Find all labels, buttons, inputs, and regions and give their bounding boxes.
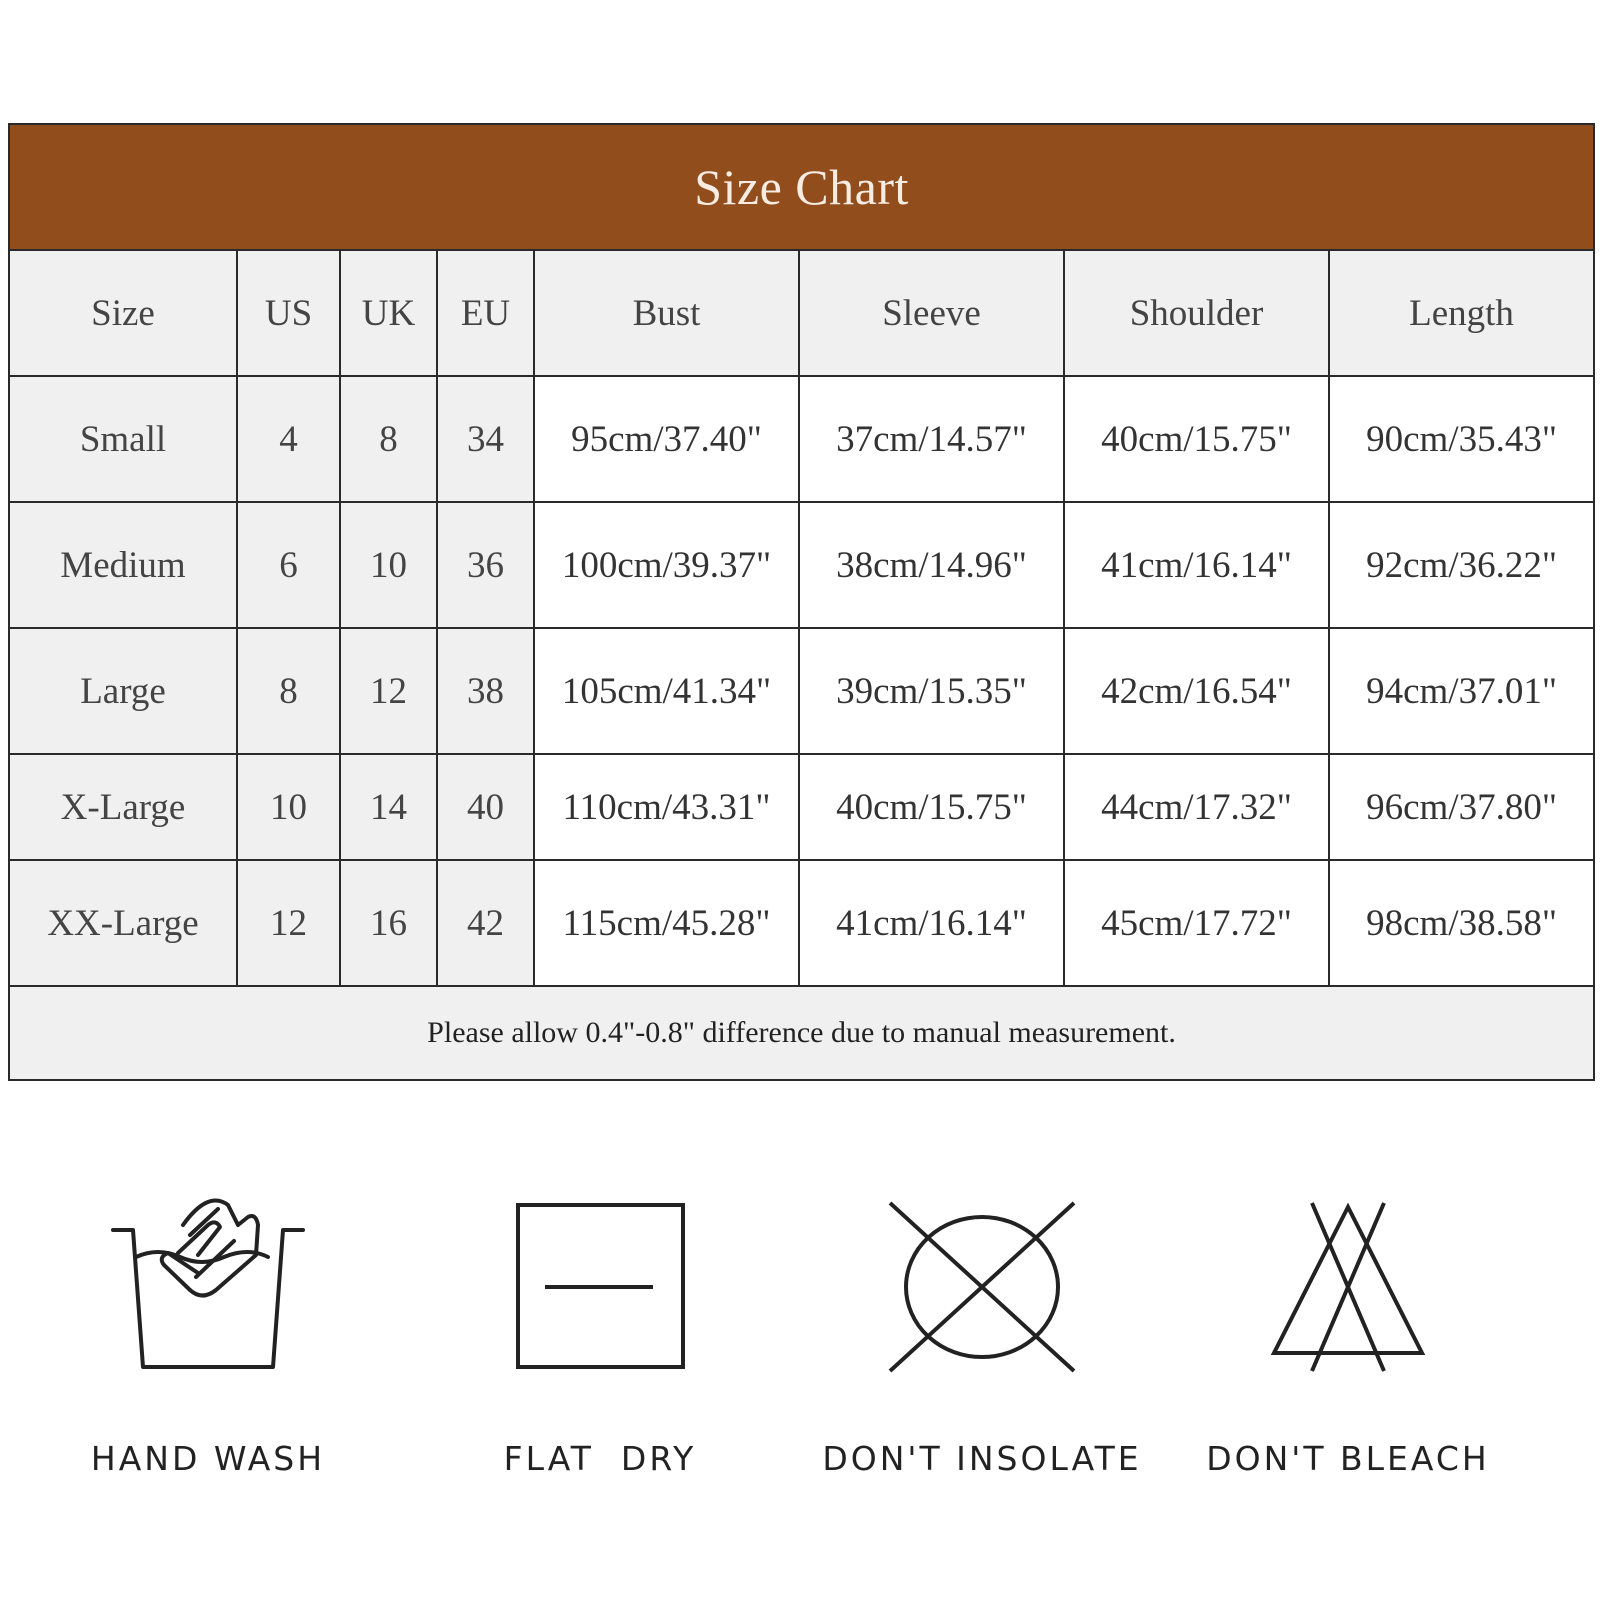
cell-eu: 42 — [437, 860, 534, 986]
cell-size: Medium — [9, 502, 237, 628]
header-length: Length — [1329, 250, 1594, 376]
cell-uk: 14 — [340, 754, 437, 860]
measurement-note: Please allow 0.4"-0.8" difference due to manual measurement. — [9, 986, 1594, 1080]
cell-size: Small — [9, 376, 237, 502]
care-dont-insolate — [802, 1195, 1162, 1478]
table-row — [9, 860, 1594, 986]
cell-size: Large — [9, 628, 237, 754]
cell-sleeve: 40cm/15.75" — [799, 754, 1064, 860]
size-chart-title: Size Chart — [9, 124, 1594, 250]
cell-us: 4 — [237, 376, 340, 502]
header-sleeve: Sleeve — [799, 250, 1064, 376]
cell-us: 8 — [237, 628, 340, 754]
cell-bust: 110cm/43.31" — [534, 754, 799, 860]
dont-bleach-icon — [1238, 1195, 1458, 1385]
header-bust: Bust — [534, 250, 799, 376]
cell-shoulder: 44cm/17.32" — [1064, 754, 1329, 860]
cell-bust: 100cm/39.37" — [534, 502, 799, 628]
header-us: US — [237, 250, 340, 376]
cell-shoulder: 41cm/16.14" — [1064, 502, 1329, 628]
header-size: Size — [9, 250, 237, 376]
cell-us: 12 — [237, 860, 340, 986]
cell-eu: 36 — [437, 502, 534, 628]
cell-uk: 12 — [340, 628, 437, 754]
cell-length: 94cm/37.01" — [1329, 628, 1594, 754]
title-row — [9, 124, 1594, 250]
table-row — [9, 502, 1594, 628]
cell-eu: 40 — [437, 754, 534, 860]
cell-sleeve: 39cm/15.35" — [799, 628, 1064, 754]
cell-size: X-Large — [9, 754, 237, 860]
care-label-dont-insolate: DON'T INSOLATE — [822, 1439, 1142, 1478]
care-dont-bleach — [1168, 1195, 1528, 1478]
cell-size: XX-Large — [9, 860, 237, 986]
size-chart-table — [8, 123, 1595, 1081]
cell-sleeve: 41cm/16.14" — [799, 860, 1064, 986]
cell-us: 6 — [237, 502, 340, 628]
hand-wash-icon — [98, 1195, 318, 1385]
care-label-hand-wash: HAND WASH — [90, 1439, 326, 1478]
care-hand-wash — [28, 1195, 388, 1478]
cell-bust: 95cm/37.40" — [534, 376, 799, 502]
cell-length: 92cm/36.22" — [1329, 502, 1594, 628]
cell-length: 96cm/37.80" — [1329, 754, 1594, 860]
dont-insolate-icon — [872, 1195, 1092, 1385]
table-row — [9, 628, 1594, 754]
cell-bust: 105cm/41.34" — [534, 628, 799, 754]
cell-shoulder: 42cm/16.54" — [1064, 628, 1329, 754]
cell-eu: 34 — [437, 376, 534, 502]
care-label-dont-bleach: DON'T BLEACH — [1206, 1439, 1490, 1478]
cell-uk: 10 — [340, 502, 437, 628]
flat-dry-icon — [490, 1195, 710, 1385]
table-row — [9, 754, 1594, 860]
cell-uk: 8 — [340, 376, 437, 502]
cell-shoulder: 45cm/17.72" — [1064, 860, 1329, 986]
header-shoulder: Shoulder — [1064, 250, 1329, 376]
care-label-flat-dry: FLAT DRY — [503, 1439, 697, 1478]
header-eu: EU — [437, 250, 534, 376]
cell-uk: 16 — [340, 860, 437, 986]
cell-shoulder: 40cm/15.75" — [1064, 376, 1329, 502]
cell-sleeve: 38cm/14.96" — [799, 502, 1064, 628]
header-row — [9, 250, 1594, 376]
cell-length: 98cm/38.58" — [1329, 860, 1594, 986]
cell-eu: 38 — [437, 628, 534, 754]
note-row — [9, 986, 1594, 1080]
cell-bust: 115cm/45.28" — [534, 860, 799, 986]
cell-sleeve: 37cm/14.57" — [799, 376, 1064, 502]
header-uk: UK — [340, 250, 437, 376]
cell-us: 10 — [237, 754, 340, 860]
care-flat-dry — [420, 1195, 780, 1478]
table-row — [9, 376, 1594, 502]
cell-length: 90cm/35.43" — [1329, 376, 1594, 502]
